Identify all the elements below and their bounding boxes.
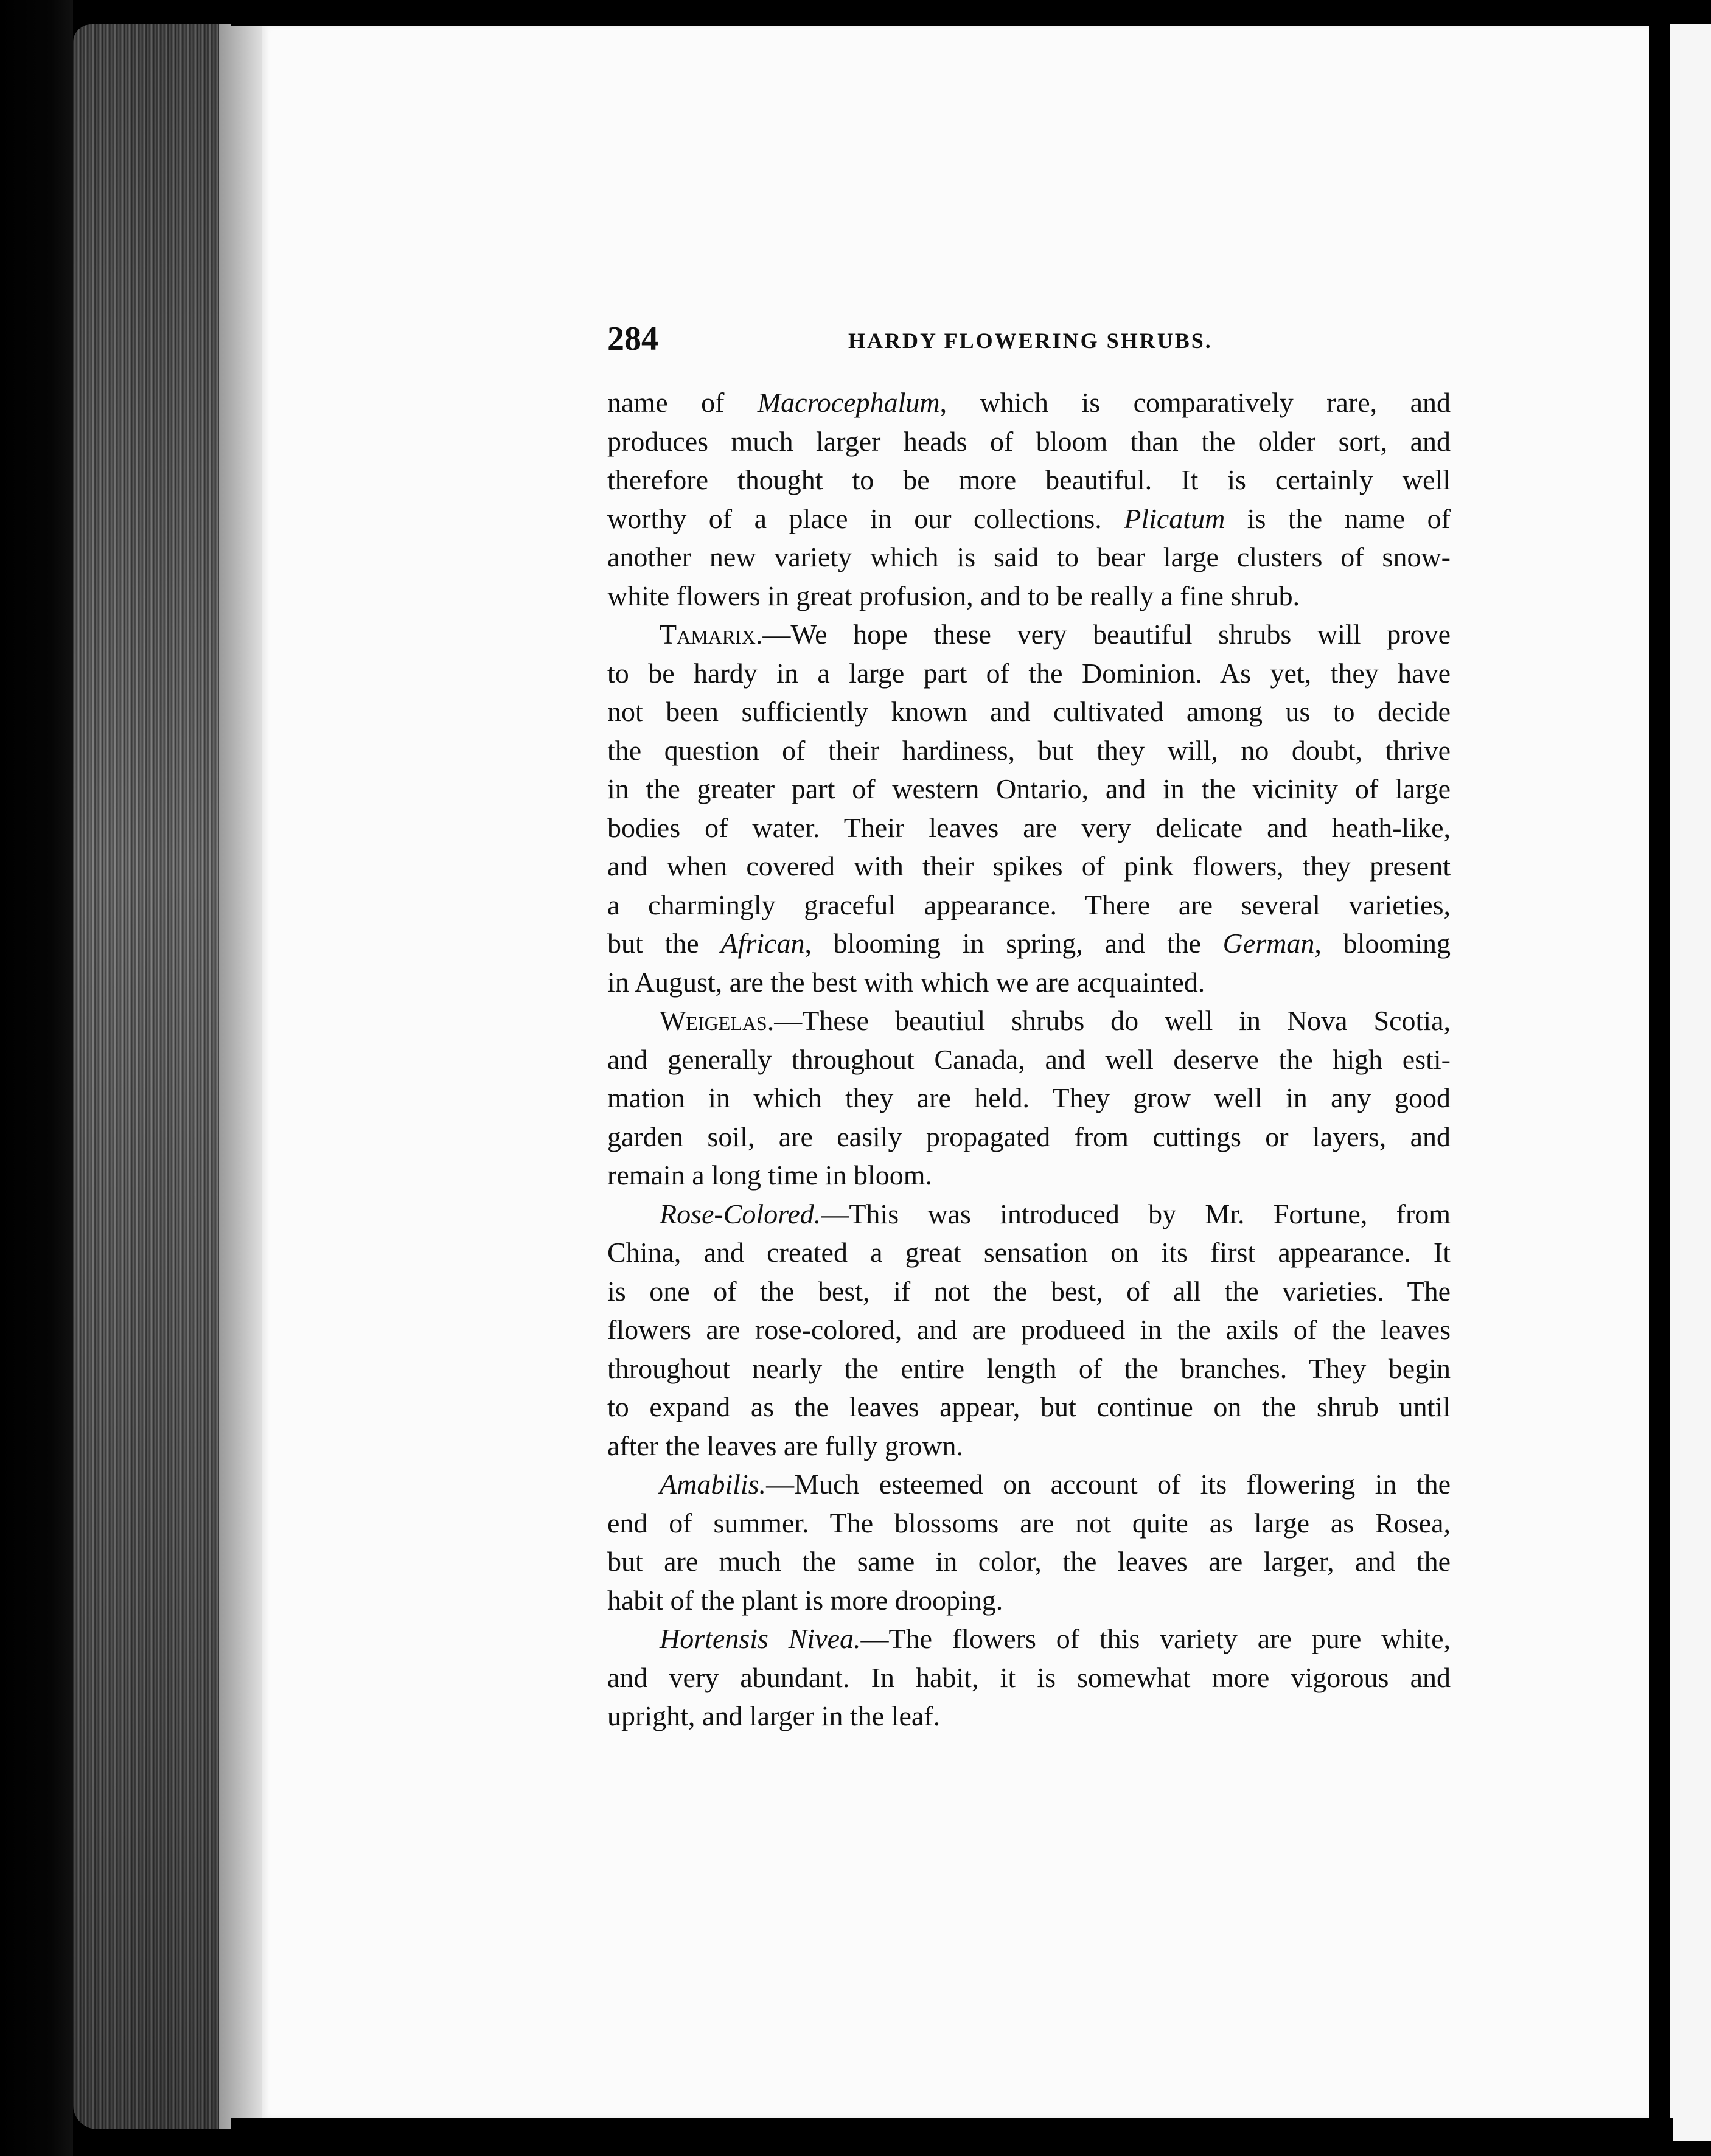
text-line — [607, 383, 1451, 422]
text-run: remain a long time in bloom. — [607, 1160, 933, 1191]
text-line — [607, 692, 1451, 731]
text-line — [607, 1697, 1451, 1736]
scan-bottom-border — [231, 2118, 1673, 2156]
text-line — [607, 654, 1451, 693]
facing-page-edge — [1670, 24, 1711, 2141]
text-run: upright, and larger in the leaf. — [607, 1700, 941, 1731]
text-run: a charmingly graceful appearance. There are several varieties, — [607, 889, 1451, 920]
text-run: name of — [607, 387, 758, 418]
text-run: is one of the best, if not the best, of all the varieties. The — [607, 1275, 1451, 1307]
text-line — [607, 615, 1451, 654]
text-line — [607, 538, 1451, 577]
text-run: to expand as the leaves appear, but continue on the shrub until — [607, 1391, 1451, 1422]
text-line — [607, 577, 1451, 616]
text-line — [607, 731, 1451, 770]
scan-top-border — [231, 0, 1661, 26]
text-run: —This was introduced by Mr. Fortune, from — [821, 1198, 1451, 1229]
text-line — [607, 1542, 1451, 1581]
text-run: .—These beautiul shrubs do well in Nova Scotia, — [767, 1005, 1451, 1036]
text-line — [607, 1619, 1451, 1658]
book-page-edges — [73, 24, 231, 2129]
text-run: —Much esteemed on account of its flowering in the — [766, 1469, 1451, 1500]
italic-text: German — [1222, 928, 1315, 959]
text-run: and generally throughout Canada, and well deserve the high esti- — [607, 1043, 1451, 1075]
text-line — [607, 963, 1451, 1002]
text-run: —The flowers of this variety are pure white, — [860, 1623, 1451, 1654]
text-line — [607, 1504, 1451, 1543]
text-run: , blooming — [1314, 928, 1451, 959]
italic-text: Amabilis. — [660, 1469, 767, 1500]
text-line — [607, 1233, 1451, 1272]
text-line — [607, 1581, 1451, 1620]
text-line — [607, 1465, 1451, 1504]
text-line — [607, 847, 1451, 886]
running-title: HARDY FLOWERING SHRUBS. — [848, 329, 1213, 353]
text-run: in the greater part of western Ontario, and in the vicinity of large — [607, 773, 1451, 804]
text-line — [607, 1658, 1451, 1697]
text-run: flowers are rose-colored, and are produeed in the axils of the leaves — [607, 1314, 1451, 1345]
text-run: white flowers in great profusion, and to be really a fine shrub. — [607, 580, 1300, 611]
text-run: after the leaves are fully grown. — [607, 1430, 963, 1461]
running-head — [607, 319, 1454, 362]
text-run: end of summer. The blossoms are not quite as large as Rosea, — [607, 1507, 1451, 1539]
text-line — [607, 1272, 1451, 1311]
text-line — [607, 1079, 1451, 1118]
text-run: and when covered with their spikes of pink flowers, they present — [607, 850, 1451, 882]
italic-text: Macrocephalum — [757, 387, 940, 418]
text-run: worthy of a place in our collections. — [607, 502, 1124, 534]
text-line — [607, 1310, 1451, 1349]
text-line — [607, 924, 1451, 963]
body-text — [607, 383, 1451, 1736]
text-line — [607, 886, 1451, 925]
text-line — [607, 499, 1451, 538]
section-heading: Weigelas — [660, 1005, 767, 1036]
italic-text: Rose-Colored. — [660, 1198, 821, 1229]
text-line — [607, 1118, 1451, 1156]
text-line — [607, 770, 1451, 809]
text-line — [607, 1156, 1451, 1195]
text-run: another new variety which is said to bear large clusters of snow- — [607, 541, 1451, 572]
text-line — [607, 461, 1451, 499]
text-run: .—We hope these very beautiful shrubs will prove — [755, 619, 1451, 650]
text-run: , blooming in spring, and the — [804, 928, 1223, 959]
text-line — [607, 1040, 1451, 1079]
text-line — [607, 1001, 1451, 1040]
italic-text: African — [720, 928, 805, 959]
text-run: throughout nearly the entire length of the branches. They begin — [607, 1352, 1451, 1384]
text-run: but are much the same in color, the leaves are larger, and the — [607, 1546, 1451, 1577]
text-run: therefore thought to be more beautiful. It is certainly well — [607, 464, 1451, 495]
text-run: China, and created a great sensation on its first appearance. It — [607, 1237, 1451, 1268]
text-line — [607, 1195, 1451, 1234]
italic-text: Hortensis Nivea. — [660, 1623, 861, 1654]
page-number: 284 — [607, 320, 658, 358]
text-line — [607, 1349, 1451, 1388]
text-run: and very abundant. In habit, it is somewhat more vigorous and — [607, 1661, 1451, 1693]
text-run: produces much larger heads of bloom than the older sort, and — [607, 425, 1451, 457]
text-run: not been sufficiently known and cultivated among us to decide — [607, 696, 1451, 727]
text-run: , which is comparatively rare, and — [939, 387, 1451, 418]
text-run: in August, are the best with which we are acquainted. — [607, 966, 1205, 998]
text-line — [607, 1427, 1451, 1466]
text-line — [607, 1388, 1451, 1427]
text-line — [607, 422, 1451, 461]
text-run: bodies of water. Their leaves are very delicate and heath-like, — [607, 812, 1451, 843]
text-run: habit of the plant is more drooping. — [607, 1584, 1003, 1616]
text-run: but the — [607, 928, 721, 959]
text-line — [607, 809, 1451, 847]
text-run: to be hardy in a large part of the Dominion. As yet, they have — [607, 657, 1451, 689]
text-run: is the name of — [1225, 502, 1451, 534]
text-run: garden soil, are easily propagated from cuttings or layers, and — [607, 1121, 1451, 1152]
section-heading: Tamarix — [660, 619, 756, 650]
text-run: the question of their hardiness, but they will, no doubt, thrive — [607, 734, 1451, 766]
text-run: mation in which they are held. They grow well in any good — [607, 1082, 1451, 1113]
italic-text: Plicatum — [1124, 502, 1225, 534]
scan-background-left — [0, 0, 73, 2156]
page-gutter-shadow — [219, 24, 268, 2129]
